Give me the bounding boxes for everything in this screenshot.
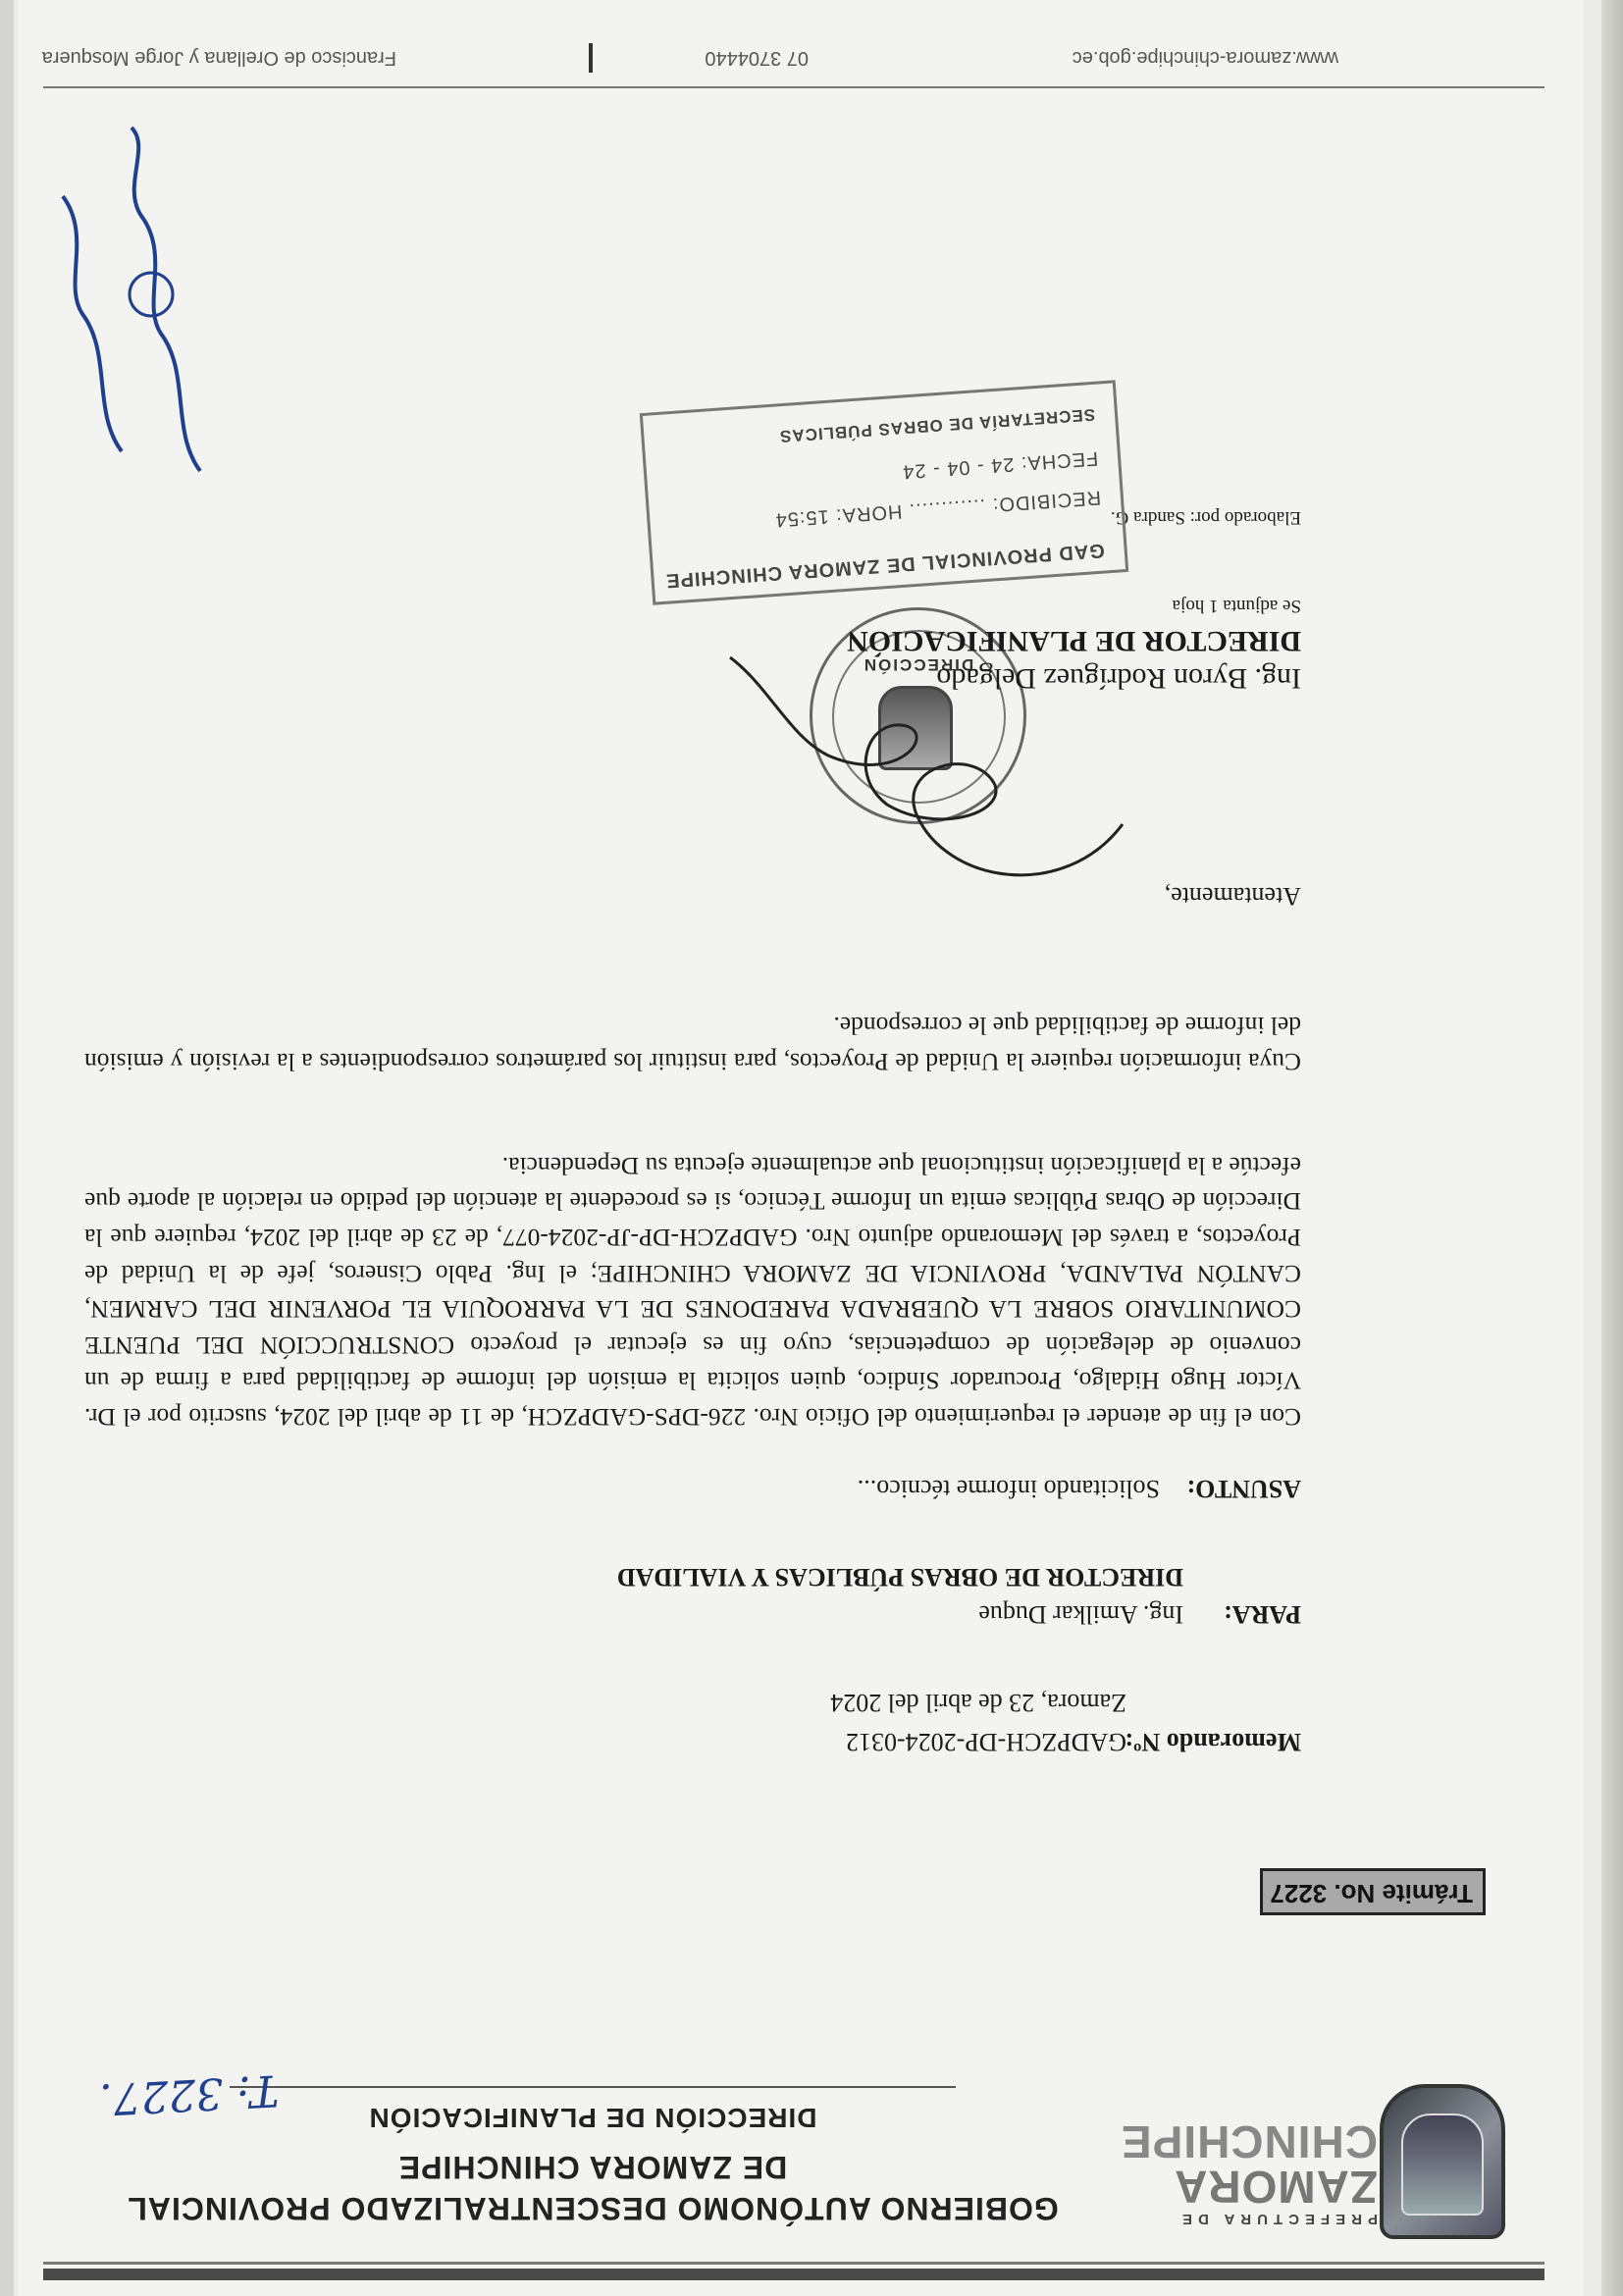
handwritten-tramite-number: T: 3227. — [98, 2064, 281, 2124]
recipient-title: DIRECTOR DE OBRAS PÚBLICAS Y VIALIDAD — [616, 1563, 1183, 1592]
closing-salutation: Atentamente, — [1164, 882, 1301, 911]
prefecture-shield-logo — [1380, 2084, 1505, 2239]
header-rule — [43, 2269, 1544, 2280]
memo-number-label: Memorando Nº: — [1125, 1728, 1301, 1756]
scan-edge-right — [1601, 0, 1623, 2296]
signer-name: Ing. Byron Rodríguez Delgado — [936, 662, 1301, 695]
received-stamp — [640, 380, 1128, 604]
logo-caption: PREFECTURA DE — [1177, 2211, 1378, 2227]
stamp-office: SECRETARÍA DE OBRAS PÚBLICAS — [778, 404, 1096, 446]
body-paragraph-1: Con el fin de atender el requerimiento del Oficio Nro. 226-DPS-GADPZCH, de 11 de abril del 2024, suscrito por el Dr. Víctor Hugo Hidalgo, Procurador Síndico, quien solicita la emisión del informe de factibilidad para a firma de un convenio de delegación de competencias, cuyo fin es ejecutar el proyecto CONSTRUCCIÓN DEL PUENTE COMUNITARIO SOBRE LA QUEBRADA PAREDONES DE LA PARROQUIA EL PORVENIR DEL CARMEN, CANTÓN PALANDA, PROVINCIA DE ZAMORA CHINCHIPE; el Ing. Pablo Cisneros, jefe de la Unidad de Proyectos, a través del Memorando adjunto Nro. GADPZCH-DP-JP-2024-077, de 23 de abril del 2024, requiere que la Dirección de Obras Públicas emita un Informe Técnico, si es procedente la atención del pedido en relación al aporte que efectúe a la planificación institucional que actualmente ejecuta su Dependencia. — [84, 1151, 1301, 1432]
institution-title: GOBIERNO AUTÓNOMO DESCENTRALIZADO PROVINCIAL DE ZAMORA CHINCHIPE — [127, 2150, 1059, 2226]
recipient-name: Ing. Amilkar Duque — [978, 1600, 1183, 1629]
footer-separator — [589, 43, 593, 73]
logo-word-chinchipe: CHINCHIPE — [1120, 2116, 1378, 2167]
memo-date: Zamora, 23 de abril del 2024 — [830, 1689, 1126, 1717]
department-rule — [230, 2086, 956, 2088]
department-name: DIRECCIÓN DE PLANIFICACIÓN — [368, 2103, 817, 2133]
body-paragraph-2: Cuya información requiere la Unidad de Proyectos, para instituir los parámetros correspondientes a la revisión y emisión del informe de factibilidad que le corresponde. — [84, 1012, 1301, 1076]
tramite-box — [1260, 1868, 1486, 1915]
signer-title: DIRECTOR DE PLANIFICACIÓN — [847, 625, 1301, 657]
footer-website: www.zamora-chinchipe.gob.ec — [1072, 47, 1338, 69]
stamp-date: FECHA: 24 - 04 - 24 — [901, 446, 1099, 483]
memo-page — [18, 0, 1584, 2296]
subject-text: Solicitando informe técnico... — [857, 1475, 1160, 1503]
footer-rule — [43, 86, 1544, 88]
tramite-label: Trámite No. 3227 — [1270, 1879, 1473, 1908]
header-rule-thin — [43, 2262, 1544, 2265]
recipient-label: PARA: — [1224, 1600, 1301, 1629]
attachment-note: Se adjunta 1 hoja — [1172, 596, 1301, 616]
memo-number: GADPZCH-DP-2024-0312 — [846, 1728, 1126, 1756]
logo-word-zamora: ZAMORA — [1174, 2162, 1378, 2213]
footer-address: Francisco de Orellana y Jorge Mosquera — [41, 47, 396, 69]
stamp-received: RECIBIDO: ............ HORA: 15:54 — [773, 486, 1102, 531]
seal-center-text: DIRECCIÓN — [862, 655, 974, 674]
stamp-institution: GAD PROVINCIAL DE ZAMORA CHINCHIPE — [664, 539, 1106, 592]
handwritten-annotations — [14, 118, 230, 491]
footer-phone: 07 3704440 — [705, 47, 809, 69]
scan-edge-left — [0, 0, 14, 2296]
subject-label: ASUNTO: — [1186, 1475, 1301, 1503]
prepared-by-note: Elaborado por: Sandra G. — [1110, 507, 1301, 528]
